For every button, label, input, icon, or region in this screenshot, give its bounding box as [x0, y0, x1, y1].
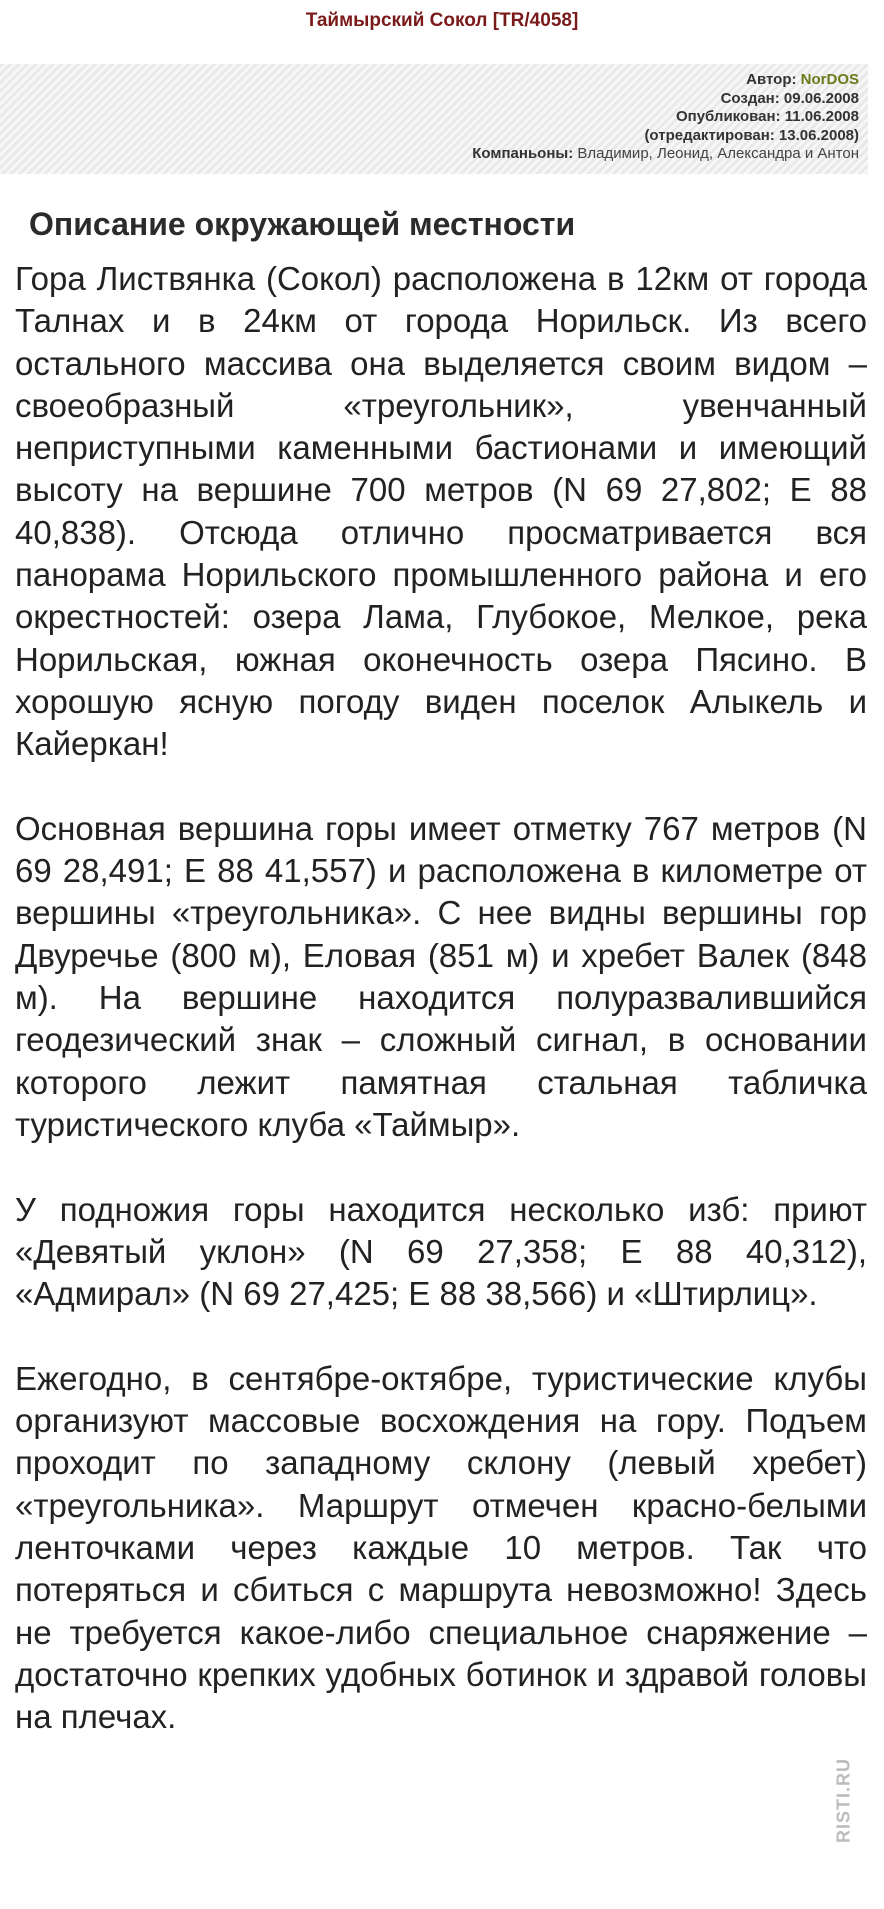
article-paragraph-3: У подножия горы находится несколько изб: приют «Девятый уклон» (N 69 27,358; E 88 40,312), «Адмирал» (N 69 27,425; E 88 38,566) и «Штирлиц». — [15, 1190, 867, 1313]
published-date: 11.06.2008 — [784, 108, 859, 125]
report-meta-box — [0, 64, 868, 174]
companions-label: Компаньоны: — [472, 145, 574, 162]
created-date: 09.06.2008 — [783, 89, 859, 107]
page-title: Таймырский Сокол [TR/4058] — [305, 10, 579, 31]
article-paragraph-1: Гора Листвянка (Сокол) расположена в 12км от города Талнах и в 24км от города Норильск. Из всего остального массива она выделяется своим видом – своеобразный «треугольник», увенчанный неприступными каменными бастионами и имеющий высоту на вершине 700 метров (N 69 27,802; E 88 40,838). Отсюда отлично просматривается вся панорама Норильского промышленного района и его окрестностей: озера Лама, Глубокое, Мелкое, река Норильская, южная оконечность озера Пясино. В хорошую ясную погоду виден поселок Алыкель и Кайеркан! — [15, 260, 867, 763]
article-paragraph-2: Основная вершина горы имеет отметку 767 метров (N 69 28,491; E 88 41,557) и расположена в километре от вершины «треугольника». С нее видны вершины гор Двуречье (800 м), Еловая (851 м) и хребет Валек (848 м). На вершине находится полуразвалившийся геодезический знак – сложный сигнал, в основании которого лежит памятная стальная табличка туристического клуба «Таймыр». — [15, 809, 867, 1143]
created-label: Создан: — [720, 89, 780, 107]
article-body — [15, 258, 867, 1781]
edited-line — [0, 127, 859, 146]
edited-date: (отредактирован: 13.06.2008) — [644, 126, 859, 144]
section-heading: Описание окружающей местности — [29, 206, 576, 242]
top-bar — [0, 0, 884, 50]
published-label: Опубликован: — [675, 108, 781, 125]
published-line — [0, 108, 859, 127]
created-line — [0, 90, 859, 109]
author-link[interactable]: NorDOS — [800, 71, 859, 88]
author-line — [0, 71, 859, 90]
companions-list: Владимир, Леонид, Александра и Антон — [577, 145, 859, 162]
author-label: Автор: — [746, 71, 797, 88]
watermark: RISTI.RU — [833, 1757, 854, 1843]
companions-line — [0, 145, 859, 164]
article-paragraph-4: Ежегодно, в сентябре-октябре, туристические клубы организуют массовые восхождения на гору. Подъем проходит по западному склону (левый хребет) «треугольника». Маршрут отмечен красно-белыми ленточками через каждые 10 метров. Так что потеряться и сбиться с маршрута невозможно! Здесь не требуется какое-либо специальное снаряжение – достаточно крепких удобных ботинок и здравой головы на плечах. — [15, 1359, 867, 1736]
